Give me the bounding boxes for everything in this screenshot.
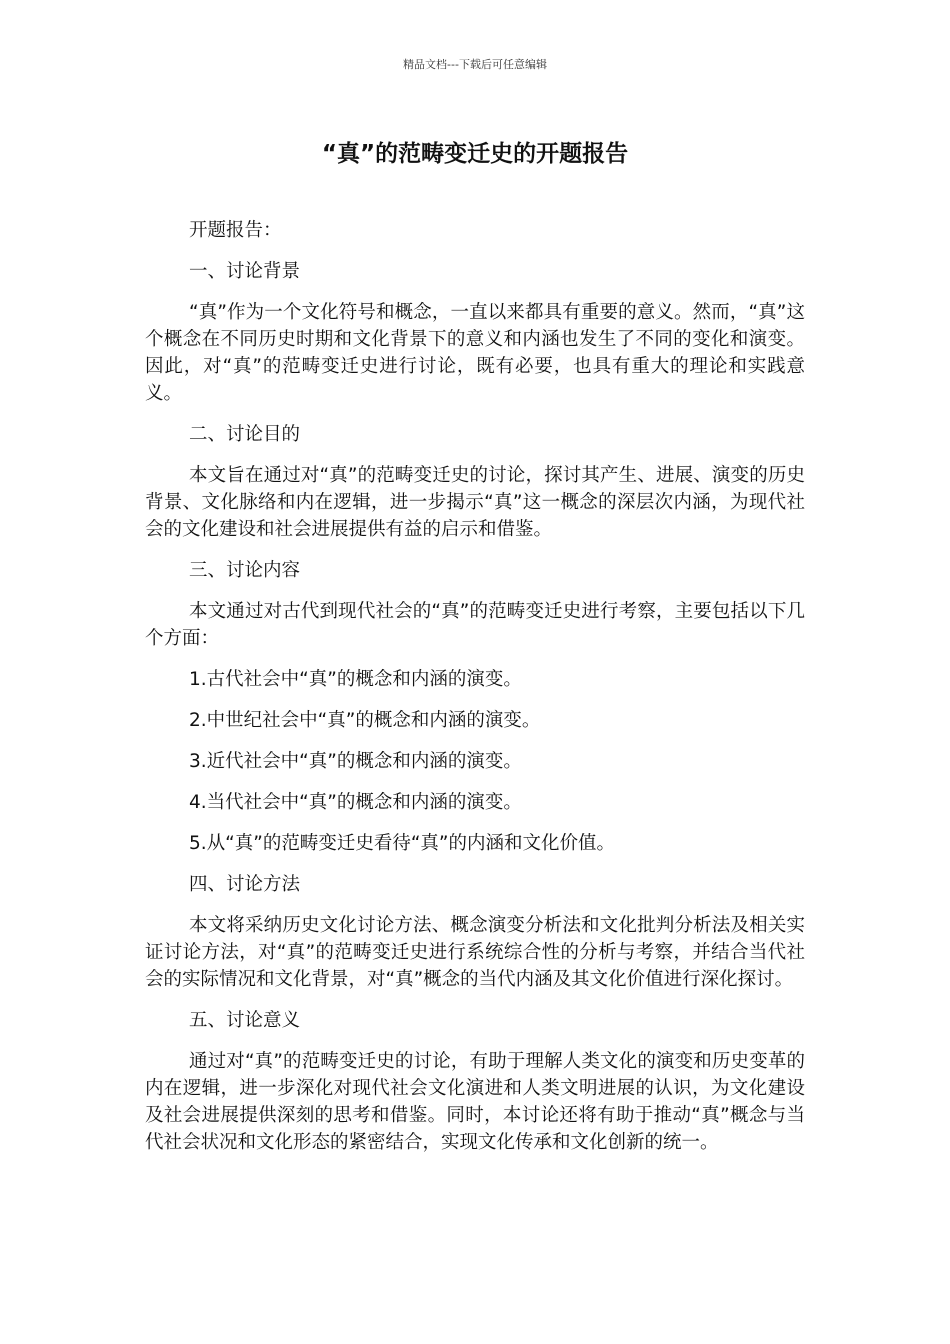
paragraph-method: 本文将采纳历史文化讨论方法、概念演变分析法和文化批判分析法及相关实证讨论方法，对“真”的范畴变迁史进行系统综合性的分析与考察，并结合当代社会的实际情况和文化背景，对“真”概念的当代内涵及其文化价值进行深化探讨。 xyxy=(145,915,805,990)
intro-label: 开题报告： xyxy=(189,220,282,241)
paragraph-background: “真”作为一个文化符号和概念，一直以来都具有重要的意义。然而，“真”这个概念在不同历史时期和文化背景下的意义和内涵也发生了不同的变化和演变。因此，对“真”的范畴变迁史进行讨论，既有必要，也具有重大的理论和实践意义。 xyxy=(145,302,805,404)
list-item: 1.古代社会中“真”的概念和内涵的演变。 xyxy=(189,669,522,690)
list-item: 3.近代社会中“真”的概念和内涵的演变。 xyxy=(189,751,522,772)
section-heading-content: 三、讨论内容 xyxy=(189,560,301,581)
list-item: 2.中世纪社会中“真”的概念和内涵的演变。 xyxy=(189,710,541,731)
section-heading-purpose: 二、讨论目的 xyxy=(189,424,301,445)
document-body xyxy=(145,217,805,1170)
section-heading-significance: 五、讨论意义 xyxy=(189,1010,301,1031)
section-heading-background: 一、讨论背景 xyxy=(189,261,301,282)
list-item: 4.当代社会中“真”的概念和内涵的演变。 xyxy=(189,792,522,813)
header-note: 精品文档---下载后可任意编辑 xyxy=(403,58,547,71)
paragraph-content: 本文通过对古代到现代社会的“真”的范畴变迁史进行考察，主要包括以下几个方面： xyxy=(145,601,805,649)
paragraph-purpose: 本文旨在通过对“真”的范畴变迁史的讨论，探讨其产生、进展、演变的历史背景、文化脉络和内在逻辑，进一步揭示“真”这一概念的深层次内涵，为现代社会的文化建设和社会进展提供有益的启示和借鉴。 xyxy=(145,465,805,540)
section-heading-method: 四、讨论方法 xyxy=(189,874,301,895)
document-title: “真”的范畴变迁史的开题报告 xyxy=(321,141,629,167)
paragraph-significance: 通过对“真”的范畴变迁史的讨论，有助于理解人类文化的演变和历史变革的内在逻辑，进一步深化对现代社会文化演进和人类文明进展的认识，为文化建设及社会进展提供深刻的思考和借鉴。同时，本讨论还将有助于推动“真”概念与当代社会状况和文化形态的紧密结合，实现文化传承和文化创新的统一。 xyxy=(145,1051,805,1153)
list-item: 5.从“真”的范畴变迁史看待“真”的内涵和文化价值。 xyxy=(189,833,615,854)
